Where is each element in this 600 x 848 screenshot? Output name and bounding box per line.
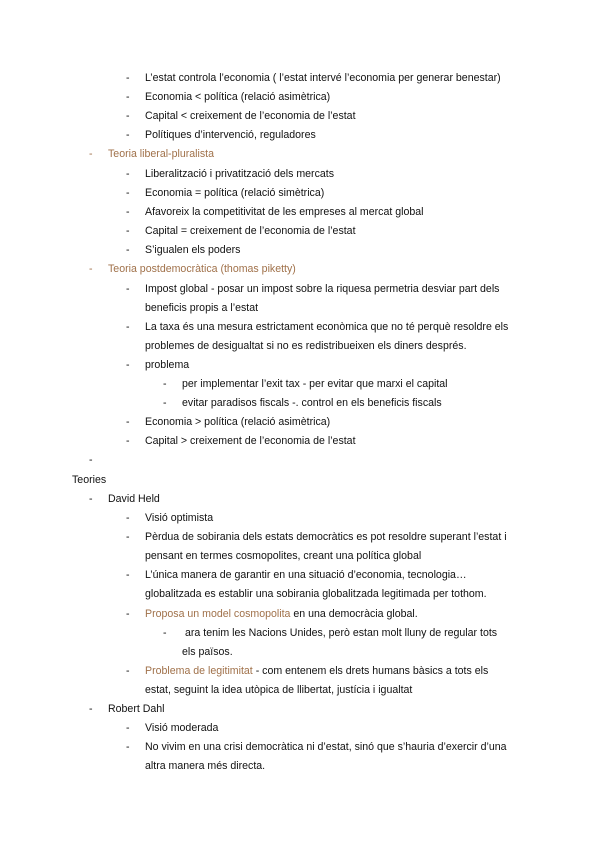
list-item [145, 608, 418, 621]
list-item: S’igualen els poders [145, 244, 241, 256]
bullet-dash: - [126, 91, 130, 103]
bullet-dash: - [126, 283, 130, 295]
bullet-dash: - [89, 454, 93, 466]
list-item: Economia = política (relació simètrica) [145, 187, 325, 199]
bullet-dash: - [126, 665, 130, 677]
bullet-dash: - [126, 569, 130, 581]
bullet-dash: - [126, 129, 130, 141]
sub-list-item: per implementar l’exit tax - per evitar que marxi el capital [182, 378, 448, 390]
section-title-postdemocratica: Teoria postdemocràtica (thomas piketty) [108, 263, 296, 275]
list-item: Capital > creixement de l’economia de l’estat [145, 435, 356, 447]
sub-list-item-continuation: els països. [182, 646, 233, 658]
list-item-continuation: pensant en termes cosmopolites, creant una política global [145, 550, 422, 562]
bullet-dash: - [126, 741, 130, 753]
list-item: Liberalització i privatització dels mercats [145, 168, 334, 180]
list-item-text: en una democràcia global. [290, 608, 418, 620]
bullet-dash: - [126, 110, 130, 122]
bullet-dash: - [126, 72, 130, 84]
bullet-dash: - [126, 187, 130, 199]
list-item: problema [145, 359, 190, 371]
bullet-dash: - [163, 397, 167, 409]
author-robert-dahl: Robert Dahl [108, 703, 165, 715]
section-title-liberal-pluralista: Teoria liberal-pluralista [108, 148, 214, 160]
list-item: Pèrdua de sobirania dels estats democràtics es pot resoldre superant l’estat i [145, 531, 507, 543]
list-item-text: - com entenem els drets humans bàsics a tots els [252, 665, 489, 677]
bullet-dash: - [126, 359, 130, 371]
list-item-continuation: problemes de desigualtat si no es redistribueixen els diners després. [145, 340, 467, 352]
list-item: Economia > política (relació asimètrica) [145, 416, 331, 428]
heading-teories: Teories [72, 474, 107, 486]
list-item: L’estat controla l’economia ( l’estat intervé l’economia per generar benestar) [145, 72, 501, 84]
list-item: No vivim en una crisi democràtica ni d’estat, sinó que s’hauria d’exercir d’una [145, 741, 507, 753]
list-item: Economia < política (relació asimètrica) [145, 91, 331, 103]
bullet-dash: - [126, 321, 130, 333]
list-item: Impost global - posar un impost sobre la riquesa permetria desviar part dels [145, 283, 500, 295]
bullet-dash: - [126, 722, 130, 734]
bullet-dash: - [126, 531, 130, 543]
bullet-dash: - [126, 206, 130, 218]
list-item: Capital = creixement de l’economia de l’estat [145, 225, 356, 237]
bullet-dash: - [126, 512, 130, 524]
bullet-dash: - [126, 435, 130, 447]
list-item-continuation: altra manera més directa. [145, 760, 266, 772]
bullet-dash: - [126, 608, 130, 620]
bullet-dash: - [126, 168, 130, 180]
list-item-continuation: estat, seguint la idea utòpica de llibertat, justícia i igualtat [145, 684, 413, 696]
bullet-dash: - [89, 703, 93, 715]
list-item: La taxa és una mesura estrictament econòmica que no té perquè resoldre els [145, 321, 509, 333]
list-item: L’única manera de garantir en una situació d’economia, tecnologia… [145, 569, 467, 581]
bullet-dash: - [163, 627, 167, 639]
bullet-dash: - [89, 148, 93, 160]
list-item: Polítiques d’intervenció, reguladores [145, 129, 316, 141]
list-item: Visió optimista [145, 512, 214, 524]
list-item [145, 665, 488, 678]
accent-phrase: Proposa un model cosmopolita [145, 608, 291, 620]
bullet-dash: - [89, 493, 93, 505]
list-item: Capital < creixement de l’economia de l’estat [145, 110, 356, 122]
list-item: Afavoreix la competitivitat de les empreses al mercat global [145, 206, 424, 218]
list-item-continuation: globalitzada es establir una sobirania globalitzada legitimada per tothom. [145, 588, 487, 600]
sub-list-item: ara tenim les Nacions Unides, però estan molt lluny de regular tots [185, 627, 498, 639]
bullet-dash: - [126, 225, 130, 237]
sub-list-item: evitar paradisos fiscals -. control en els beneficis fiscals [182, 397, 442, 409]
list-item: Visió moderada [145, 722, 219, 734]
list-item-continuation: beneficis propis a l’estat [145, 302, 259, 314]
bullet-dash: - [163, 378, 167, 390]
bullet-dash: - [126, 244, 130, 256]
author-david-held: David Held [108, 493, 160, 505]
accent-phrase: Problema de legitimitat [145, 665, 253, 677]
bullet-dash: - [126, 416, 130, 428]
bullet-dash: - [89, 263, 93, 275]
